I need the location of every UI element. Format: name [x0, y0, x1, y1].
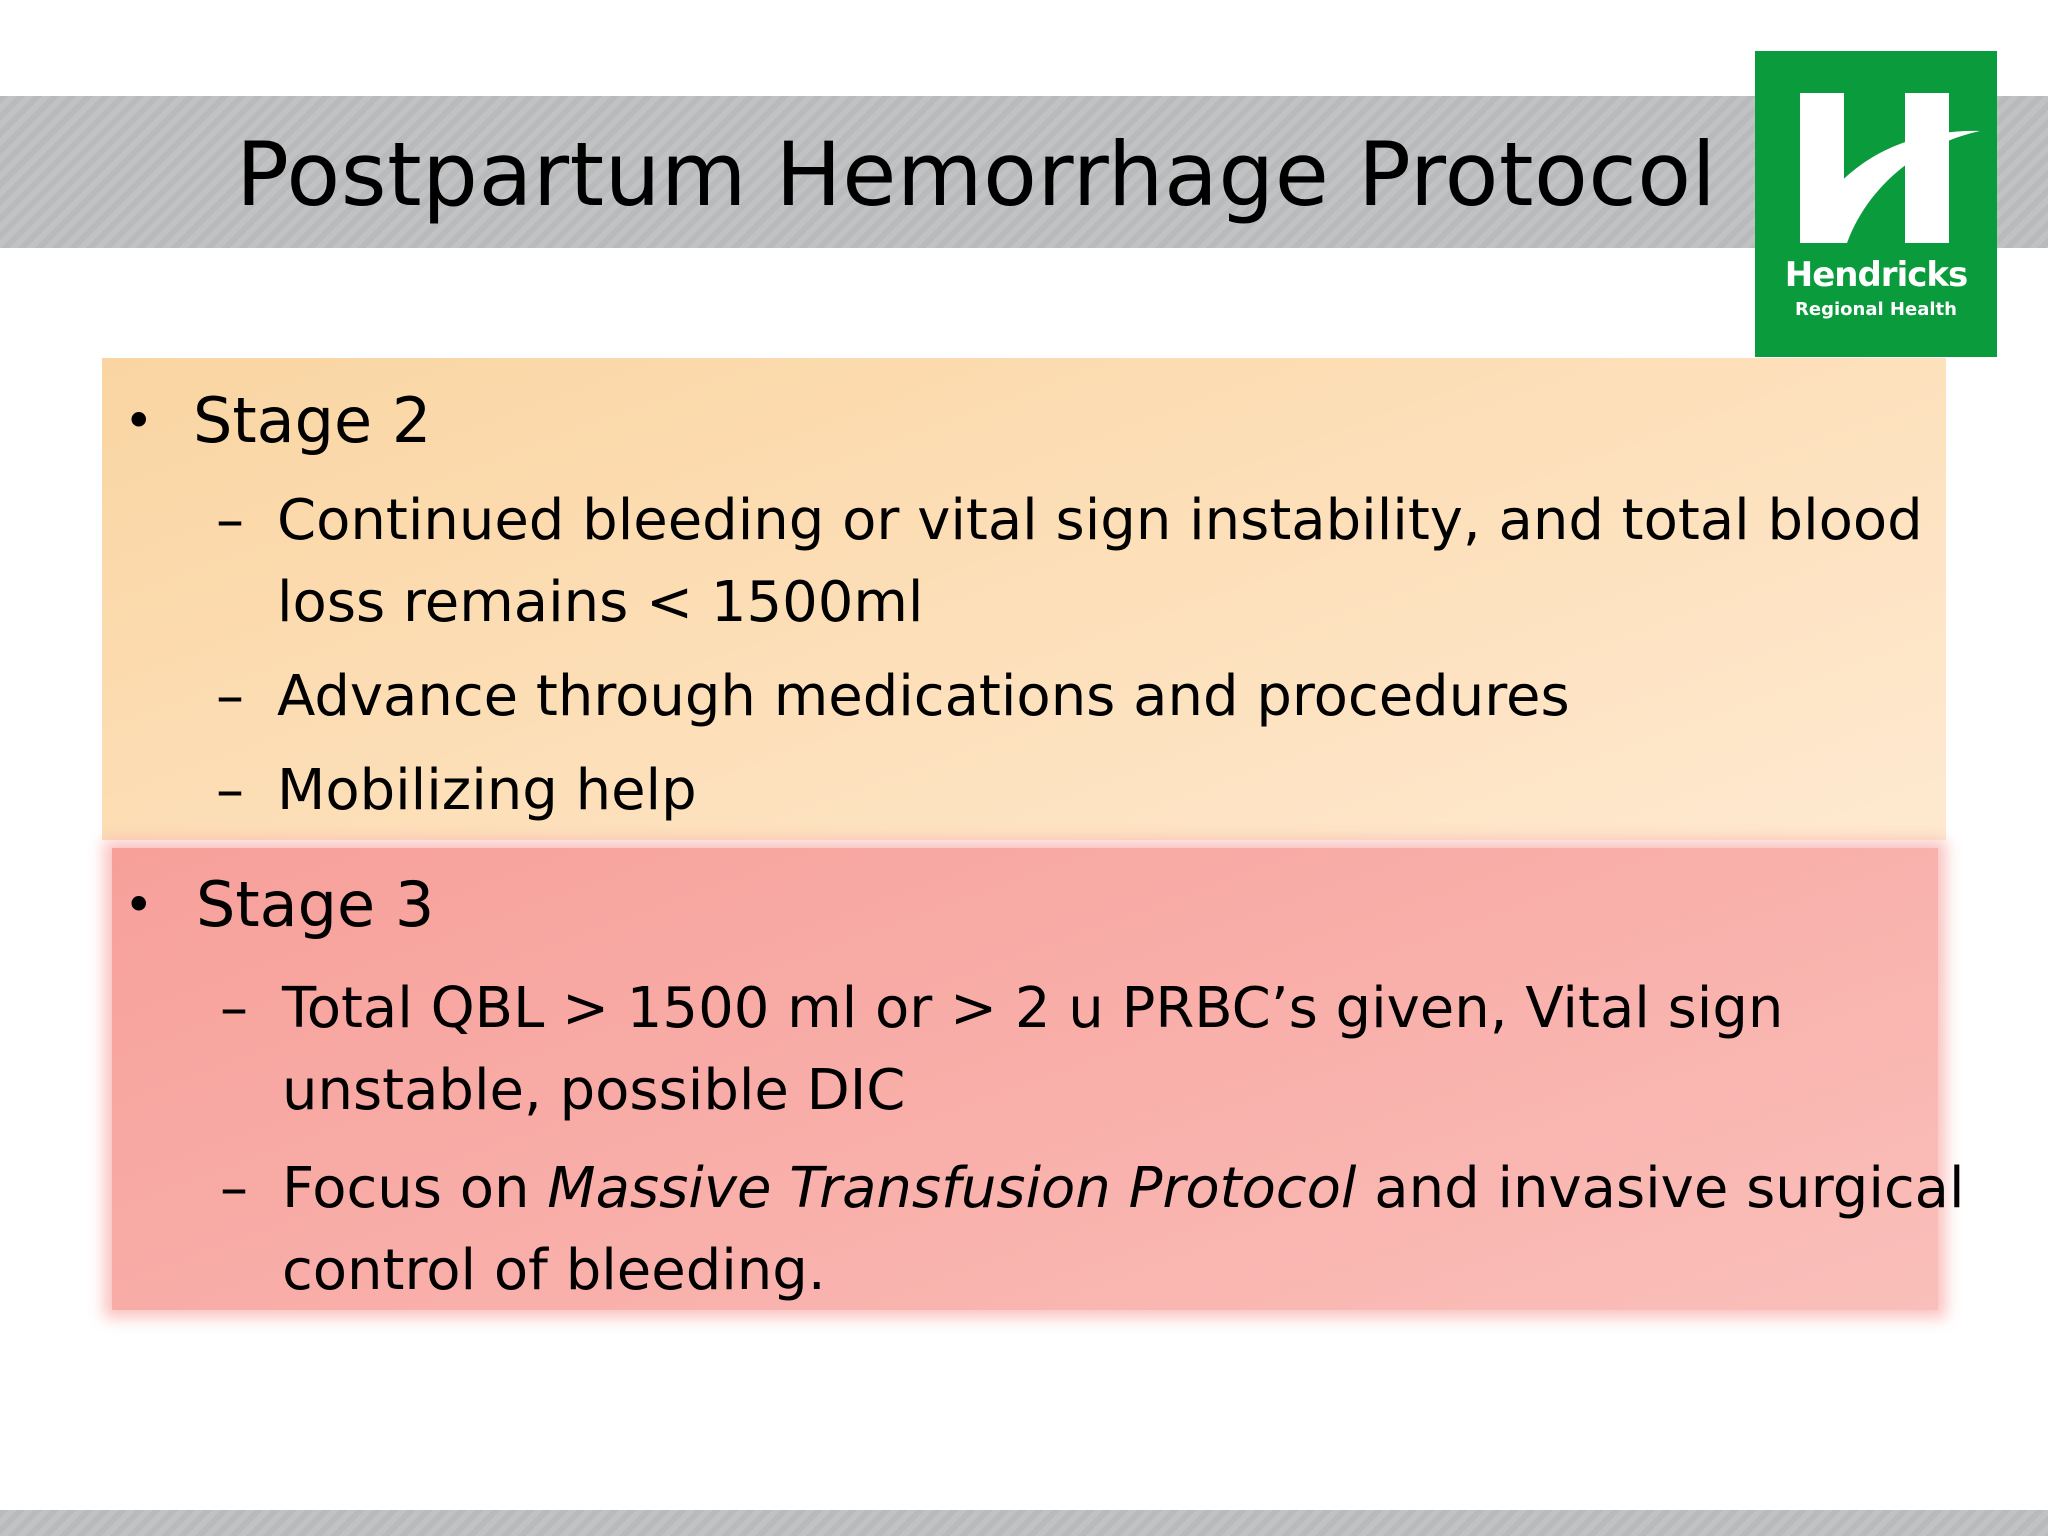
dash-icon: –: [220, 1156, 248, 1221]
stage-2-item: Advance through medications and procedures: [277, 664, 1570, 729]
massive-transfusion-protocol: Massive Transfusion Protocol: [547, 1156, 1357, 1221]
stage-2-item: Continued bleeding or vital sign instability, and total blood: [277, 488, 1923, 553]
bottom-band: [0, 1510, 2048, 1536]
focus-prefix: Focus on: [282, 1156, 548, 1221]
logo-subtitle: Regional Health: [1795, 299, 1957, 320]
stage-2-item: Mobilizing help: [277, 758, 697, 823]
bullet-icon: •: [124, 876, 154, 934]
dash-icon: –: [220, 976, 248, 1041]
slide-title: Postpartum Hemorrhage Protocol: [236, 123, 1717, 226]
focus-suffix: and invasive surgical: [1356, 1156, 1965, 1221]
stage-3-focus-continuation: control of bleeding.: [282, 1238, 826, 1303]
stage-3-item: Total QBL > 1500 ml or > 2 u PRBC’s given, Vital sign: [282, 976, 1784, 1041]
logo-name: Hendricks: [1784, 255, 1968, 295]
bullet-icon: •: [124, 392, 154, 450]
stage-3-focus-item: [282, 1148, 1965, 1230]
stage-2-heading: Stage 2: [193, 384, 432, 457]
dash-icon: –: [216, 758, 244, 823]
hendricks-logo: [1755, 51, 1997, 357]
stage-2-item-continuation: loss remains < 1500ml: [277, 570, 924, 635]
stage-3-item-continuation: unstable, possible DIC: [282, 1058, 906, 1123]
dash-icon: –: [216, 664, 244, 729]
dash-icon: –: [216, 488, 244, 553]
stage-3-heading: Stage 3: [196, 868, 435, 941]
